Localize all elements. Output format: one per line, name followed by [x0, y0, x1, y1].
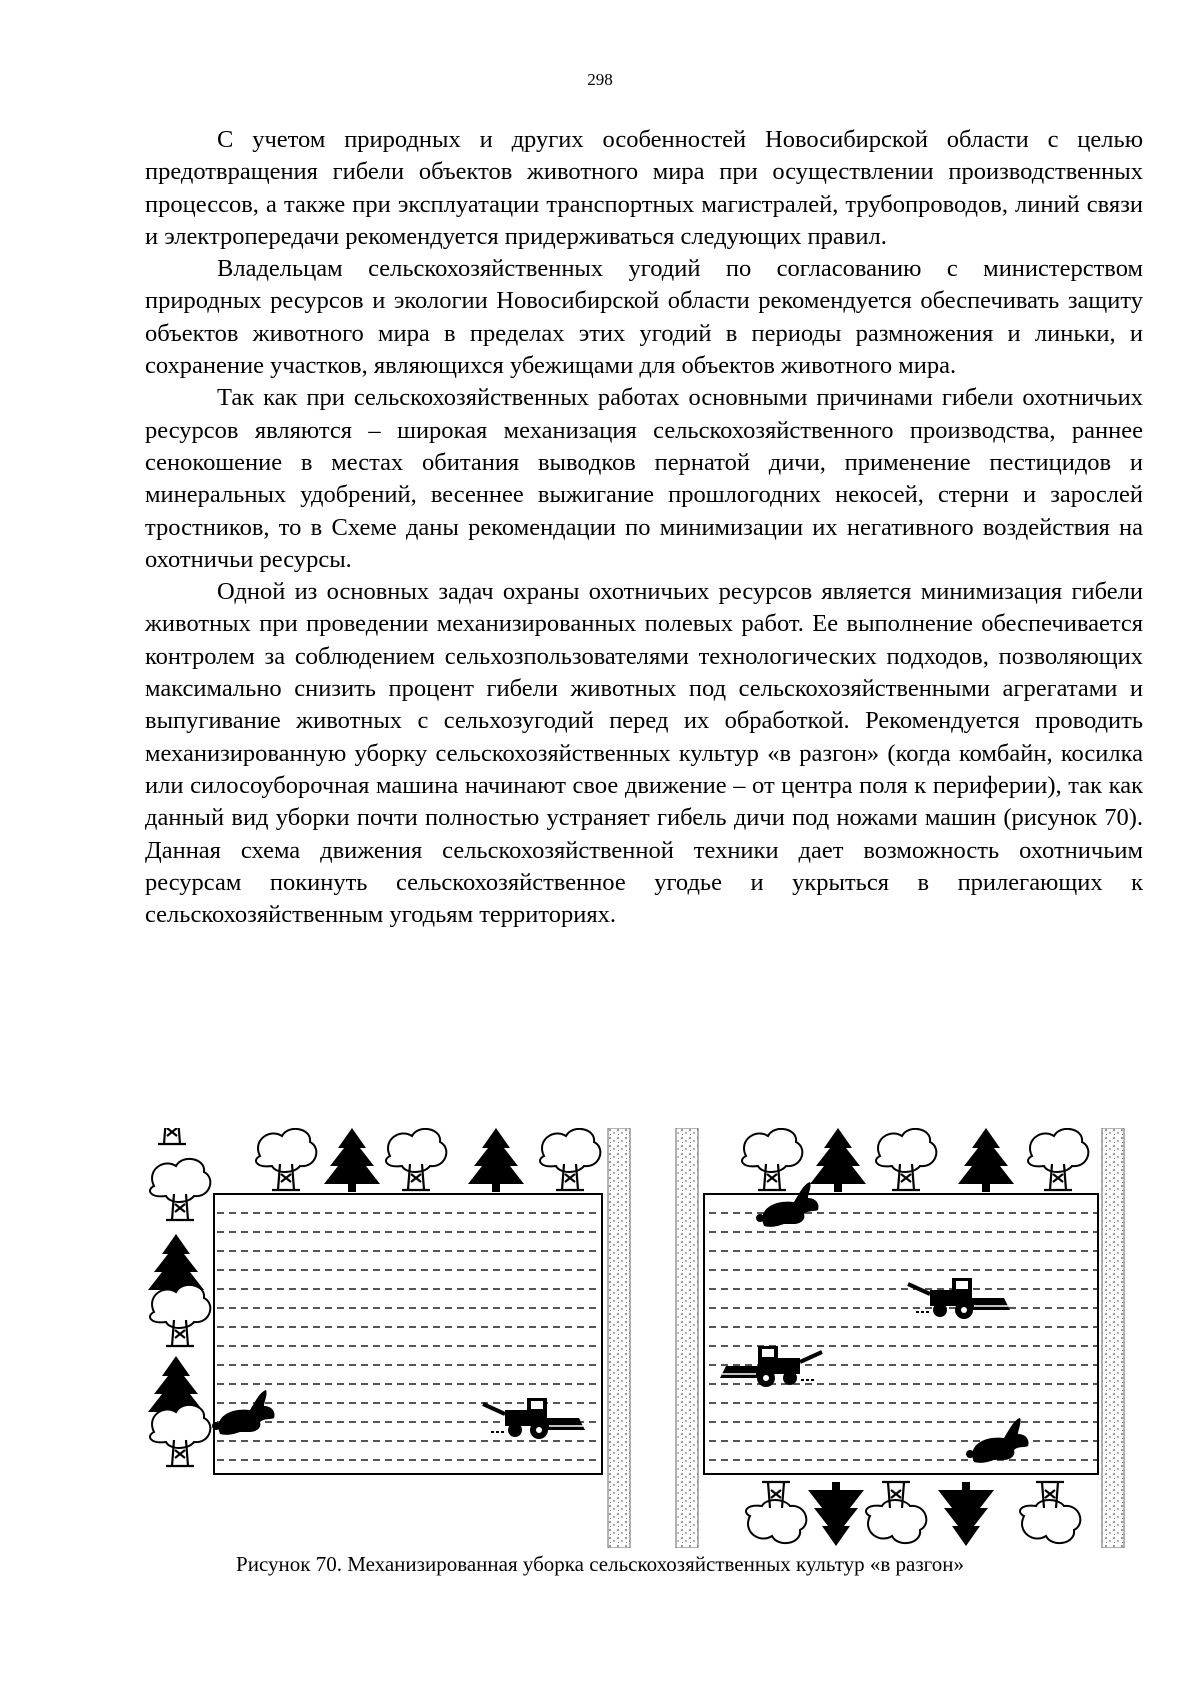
figure-70	[0, 1128, 1200, 1548]
deciduous-tree-icon	[386, 1129, 446, 1190]
conifer-tree-icon	[808, 1482, 864, 1546]
deciduous-tree-icon	[746, 1482, 806, 1543]
deciduous-tree-icon	[540, 1129, 600, 1190]
deciduous-tree-icon	[150, 1405, 210, 1466]
diagram-left-conventional	[142, 1128, 630, 1548]
deciduous-tree-icon	[742, 1129, 802, 1190]
road-strip	[608, 1128, 630, 1548]
deciduous-tree-icon	[1028, 1129, 1088, 1190]
deciduous-tree-icon	[866, 1482, 926, 1543]
deciduous-tree-icon	[1020, 1482, 1080, 1543]
paragraph-3: Так как при сельскохозяйственных работах основными причинами гибели охотничьих ресурсов являются – широкая механизация сельскохозяйственного производства, раннее сенокошение в местах обитания выводков пернатой дичи, применение пестицидов и минеральных удобрений, весеннее выжигание прошлогодних некосей, стерни и зарослей тростников, то в Схеме даны рекомендации по минимизации их негативного воздействия на охотничьи ресурсы.	[145, 384, 1143, 573]
figure-caption: Рисунок 70. Механизированная уборка сельскохозяйственных культур «в разгон»	[236, 1552, 964, 1576]
deciduous-tree-icon	[876, 1129, 936, 1190]
paragraph-4: Одной из основных задач охраны охотничьих ресурсов является минимизация гибели животных при проведении механизированных полевых работ. Ее выполнение обеспечивается контролем за соблюдением сельхозпользователями технологических подходов, позволяющих максимально снизить процент гибели животных под сельскохозяйственными агрегатами и выпугивание животных с сельхозугодий перед их обработкой. Рекомендуется проводить механизированную уборку сельскохозяйственных культур «в разгон» (когда комбайн, косилка или силосоуборочная машина начинают свое движение – от центра поля к периферии), так как данный вид уборки почти полностью устраняет гибель дичи под ножами машин (рисунок 70). Данная схема движения сельскохозяйственной техники дает возможность охотничьим ресурсам покинуть сельскохозяйственное угодье и укрыться в прилегающих к сельскохозяйственным угодьям территориях.	[145, 578, 1143, 929]
deciduous-tree-icon	[150, 1285, 210, 1346]
conifer-tree-icon	[958, 1128, 1014, 1192]
conifer-tree-icon	[810, 1128, 866, 1192]
conifer-tree-icon	[468, 1128, 524, 1192]
deciduous-tree-icon	[256, 1129, 316, 1190]
page-number: 298	[587, 70, 613, 89]
road-strip	[676, 1128, 698, 1548]
paragraph-2: Владельцам сельскохозяйственных угодий по согласованию с министерством природных ресурсов и экологии Новосибирской области рекомендуется обеспечивать защиту объектов животного мира в пределах этих угодий в периоды размножения и линьки, и сохранение участков, являющихся убежищами для объектов животного мира.	[145, 255, 1143, 380]
deciduous-tree-icon	[150, 1159, 210, 1220]
conifer-tree-icon	[938, 1482, 994, 1546]
conifer-tree-icon	[324, 1128, 380, 1192]
body-text	[145, 124, 1143, 931]
paragraph-1: С учетом природных и других особенностей Новосибирской области с целью предотвращения гибели объектов животного мира при осуществлении производственных процессов, а также при эксплуатации транспортных магистралей, трубопроводов, линий связи и электропередачи рекомендуется придерживаться следующих правил.	[145, 126, 1143, 250]
field-right	[704, 1194, 1098, 1474]
diagram-right-outward	[676, 1128, 1124, 1548]
road-strip	[1102, 1128, 1124, 1548]
